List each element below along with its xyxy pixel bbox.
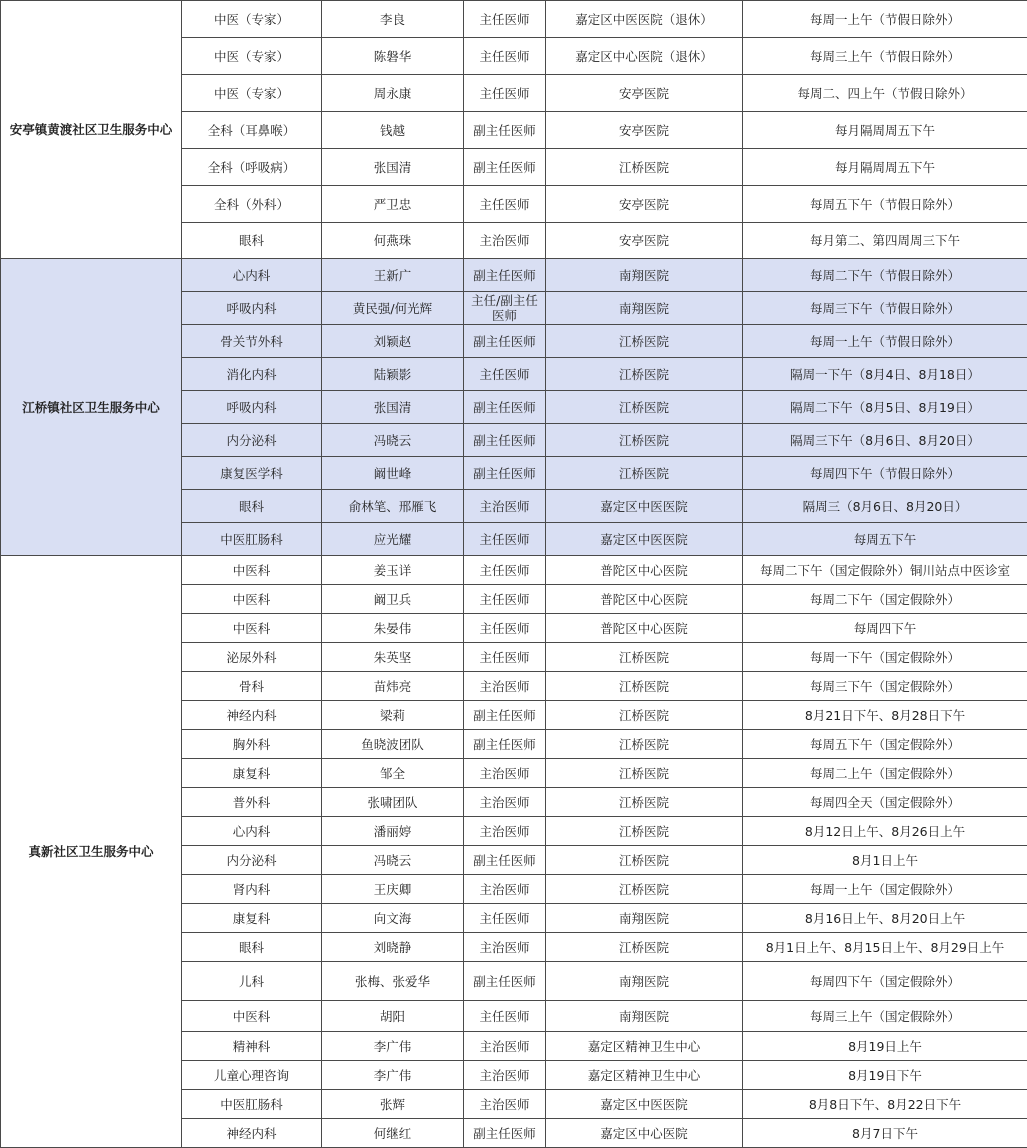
doctor-cell: 邹全 xyxy=(322,759,464,788)
department-cell: 康复科 xyxy=(182,759,322,788)
hospital-cell: 江桥医院 xyxy=(546,672,743,701)
department-cell: 儿童心理咨询 xyxy=(182,1061,322,1090)
title-cell: 主任医师 xyxy=(464,643,546,672)
department-cell: 中医（专家） xyxy=(182,1,322,38)
doctor-cell: 朱晏伟 xyxy=(322,614,464,643)
hospital-cell: 安亭医院 xyxy=(546,75,743,112)
title-cell: 副主任医师 xyxy=(464,701,546,730)
hospital-cell: 嘉定区中医医院（退休） xyxy=(546,1,743,38)
schedule-cell: 每周五下午（节假日除外） xyxy=(743,186,1027,223)
doctor-cell: 刘颖赵 xyxy=(322,325,464,358)
title-cell: 主治医师 xyxy=(464,223,546,259)
schedule-cell: 8月1日上午、8月15日上午、8月29日上午 xyxy=(743,933,1027,962)
table-row xyxy=(1,259,1027,292)
doctor-cell: 陈磐华 xyxy=(322,38,464,75)
hospital-cell: 江桥医院 xyxy=(546,457,743,490)
department-cell: 眼科 xyxy=(182,490,322,523)
schedule-cell: 每周二下午（国定假除外）铜川站点中医诊室 xyxy=(743,556,1027,585)
hospital-cell: 普陀区中心医院 xyxy=(546,585,743,614)
title-cell: 副主任医师 xyxy=(464,112,546,149)
hospital-cell: 安亭医院 xyxy=(546,223,743,259)
title-cell: 副主任医师 xyxy=(464,457,546,490)
hospital-cell: 江桥医院 xyxy=(546,788,743,817)
hospital-cell: 安亭医院 xyxy=(546,112,743,149)
hospital-cell: 南翔医院 xyxy=(546,259,743,292)
hospital-cell: 嘉定区中医医院 xyxy=(546,490,743,523)
doctor-cell: 张啸团队 xyxy=(322,788,464,817)
doctor-cell: 朱英坚 xyxy=(322,643,464,672)
title-cell: 主治医师 xyxy=(464,490,546,523)
hospital-cell: 嘉定区中心医院（退休） xyxy=(546,38,743,75)
schedule-cell: 8月8日下午、8月22日下午 xyxy=(743,1090,1027,1119)
doctor-cell: 阚卫兵 xyxy=(322,585,464,614)
doctor-cell: 李广伟 xyxy=(322,1032,464,1061)
title-cell: 副主任医师 xyxy=(464,962,546,1001)
doctor-cell: 钱越 xyxy=(322,112,464,149)
doctor-cell: 向文海 xyxy=(322,904,464,933)
title-cell: 主任医师 xyxy=(464,585,546,614)
title-cell: 主任/副主任医师 xyxy=(464,292,546,325)
title-cell: 主任医师 xyxy=(464,556,546,585)
schedule-cell: 每周三上午（国定假除外） xyxy=(743,1001,1027,1032)
title-cell: 主治医师 xyxy=(464,1061,546,1090)
title-cell: 副主任医师 xyxy=(464,1119,546,1148)
department-cell: 心内科 xyxy=(182,817,322,846)
title-cell: 主任医师 xyxy=(464,358,546,391)
schedule-cell: 每月第二、第四周周三下午 xyxy=(743,223,1027,259)
title-cell: 主任医师 xyxy=(464,523,546,556)
department-cell: 呼吸内科 xyxy=(182,391,322,424)
hospital-cell: 江桥医院 xyxy=(546,933,743,962)
schedule-cell: 每周二、四上午（节假日除外） xyxy=(743,75,1027,112)
doctor-cell: 黄民强/何光辉 xyxy=(322,292,464,325)
schedule-cell: 每周五下午（国定假除外） xyxy=(743,730,1027,759)
department-cell: 心内科 xyxy=(182,259,322,292)
doctor-cell: 张梅、张爱华 xyxy=(322,962,464,1001)
schedule-cell: 每周四全天（国定假除外） xyxy=(743,788,1027,817)
schedule-cell: 8月19日上午 xyxy=(743,1032,1027,1061)
hospital-cell: 江桥医院 xyxy=(546,358,743,391)
hospital-cell: 江桥医院 xyxy=(546,701,743,730)
department-cell: 胸外科 xyxy=(182,730,322,759)
department-cell: 中医科 xyxy=(182,1001,322,1032)
title-cell: 主任医师 xyxy=(464,1001,546,1032)
title-cell: 副主任医师 xyxy=(464,325,546,358)
doctor-cell: 应光耀 xyxy=(322,523,464,556)
hospital-cell: 江桥医院 xyxy=(546,424,743,457)
schedule-cell: 每周一上午（节假日除外） xyxy=(743,325,1027,358)
doctor-cell: 李良 xyxy=(322,1,464,38)
schedule-cell: 每周五下午 xyxy=(743,523,1027,556)
department-cell: 中医科 xyxy=(182,614,322,643)
doctor-cell: 周永康 xyxy=(322,75,464,112)
hospital-cell: 安亭医院 xyxy=(546,186,743,223)
department-cell: 肾内科 xyxy=(182,875,322,904)
hospital-cell: 江桥医院 xyxy=(546,391,743,424)
center-name-cell: 真新社区卫生服务中心 xyxy=(1,556,182,1148)
title-cell: 主治医师 xyxy=(464,875,546,904)
hospital-cell: 南翔医院 xyxy=(546,292,743,325)
title-cell: 副主任医师 xyxy=(464,391,546,424)
schedule-cell: 8月19日下午 xyxy=(743,1061,1027,1090)
department-cell: 眼科 xyxy=(182,933,322,962)
title-cell: 主治医师 xyxy=(464,672,546,701)
department-cell: 康复医学科 xyxy=(182,457,322,490)
title-cell: 主治医师 xyxy=(464,1090,546,1119)
schedule-cell: 隔周一下午（8月4日、8月18日） xyxy=(743,358,1027,391)
hospital-cell: 江桥医院 xyxy=(546,149,743,186)
department-cell: 全科（外科） xyxy=(182,186,322,223)
title-cell: 主任医师 xyxy=(464,904,546,933)
department-cell: 中医科 xyxy=(182,556,322,585)
schedule-cell: 每周四下午（国定假除外） xyxy=(743,962,1027,1001)
schedule-cell: 每周四下午 xyxy=(743,614,1027,643)
department-cell: 中医（专家） xyxy=(182,38,322,75)
schedule-cell: 每周二下午（节假日除外） xyxy=(743,259,1027,292)
hospital-cell: 嘉定区精神卫生中心 xyxy=(546,1032,743,1061)
doctor-cell: 俞林笔、邢雁飞 xyxy=(322,490,464,523)
hospital-cell: 嘉定区中心医院 xyxy=(546,1119,743,1148)
title-cell: 副主任医师 xyxy=(464,730,546,759)
hospital-cell: 嘉定区中医医院 xyxy=(546,1090,743,1119)
schedule-cell: 每周二下午（国定假除外） xyxy=(743,585,1027,614)
doctor-cell: 何继红 xyxy=(322,1119,464,1148)
title-cell: 主任医师 xyxy=(464,75,546,112)
title-cell: 主治医师 xyxy=(464,817,546,846)
department-cell: 中医肛肠科 xyxy=(182,1090,322,1119)
title-cell: 主任医师 xyxy=(464,614,546,643)
doctor-cell: 阚世峰 xyxy=(322,457,464,490)
department-cell: 中医（专家） xyxy=(182,75,322,112)
department-cell: 骨关节外科 xyxy=(182,325,322,358)
doctor-cell: 王新广 xyxy=(322,259,464,292)
schedule-cell: 每周一上午（国定假除外） xyxy=(743,875,1027,904)
department-cell: 中医肛肠科 xyxy=(182,523,322,556)
schedule-cell: 隔周三（8月6日、8月20日） xyxy=(743,490,1027,523)
doctor-cell: 潘丽婷 xyxy=(322,817,464,846)
department-cell: 泌尿外科 xyxy=(182,643,322,672)
schedule-cell: 8月7日下午 xyxy=(743,1119,1027,1148)
department-cell: 眼科 xyxy=(182,223,322,259)
schedule-cell: 每周二上午（国定假除外） xyxy=(743,759,1027,788)
schedule-cell: 每周一上午（节假日除外） xyxy=(743,1,1027,38)
doctor-cell: 何燕珠 xyxy=(322,223,464,259)
hospital-cell: 嘉定区精神卫生中心 xyxy=(546,1061,743,1090)
doctor-cell: 姜玉详 xyxy=(322,556,464,585)
schedule-cell: 每周三下午（节假日除外） xyxy=(743,292,1027,325)
department-cell: 全科（耳鼻喉） xyxy=(182,112,322,149)
doctor-cell: 李广伟 xyxy=(322,1061,464,1090)
title-cell: 主任医师 xyxy=(464,38,546,75)
title-cell: 主任医师 xyxy=(464,1,546,38)
doctor-cell: 冯晓云 xyxy=(322,424,464,457)
hospital-cell: 普陀区中心医院 xyxy=(546,556,743,585)
doctor-cell: 刘晓静 xyxy=(322,933,464,962)
department-cell: 中医科 xyxy=(182,585,322,614)
table-row xyxy=(1,1,1027,38)
doctor-cell: 胡阳 xyxy=(322,1001,464,1032)
schedule-cell: 每周四下午（节假日除外） xyxy=(743,457,1027,490)
schedule-cell: 8月21日下午、8月28日下午 xyxy=(743,701,1027,730)
schedule-cell: 8月12日上午、8月26日上午 xyxy=(743,817,1027,846)
hospital-cell: 江桥医院 xyxy=(546,759,743,788)
hospital-cell: 南翔医院 xyxy=(546,962,743,1001)
department-cell: 消化内科 xyxy=(182,358,322,391)
schedule-cell: 每周三下午（国定假除外） xyxy=(743,672,1027,701)
center-name-cell: 安亭镇黄渡社区卫生服务中心 xyxy=(1,1,182,259)
department-cell: 康复科 xyxy=(182,904,322,933)
title-cell: 主治医师 xyxy=(464,759,546,788)
doctor-cell: 张国清 xyxy=(322,149,464,186)
department-cell: 普外科 xyxy=(182,788,322,817)
hospital-cell: 江桥医院 xyxy=(546,875,743,904)
department-cell: 全科（呼吸病） xyxy=(182,149,322,186)
hospital-cell: 江桥医院 xyxy=(546,325,743,358)
department-cell: 儿科 xyxy=(182,962,322,1001)
department-cell: 精神科 xyxy=(182,1032,322,1061)
hospital-cell: 江桥医院 xyxy=(546,643,743,672)
center-name-cell: 江桥镇社区卫生服务中心 xyxy=(1,259,182,556)
department-cell: 神经内科 xyxy=(182,701,322,730)
doctor-cell: 严卫忠 xyxy=(322,186,464,223)
title-cell: 副主任医师 xyxy=(464,259,546,292)
schedule-table-body xyxy=(1,1,1027,1148)
title-cell: 主治医师 xyxy=(464,788,546,817)
department-cell: 呼吸内科 xyxy=(182,292,322,325)
hospital-cell: 南翔医院 xyxy=(546,904,743,933)
title-cell: 副主任医师 xyxy=(464,424,546,457)
doctor-cell: 陆颖影 xyxy=(322,358,464,391)
schedule-cell: 隔周三下午（8月6日、8月20日） xyxy=(743,424,1027,457)
title-cell: 主治医师 xyxy=(464,933,546,962)
schedule-cell: 8月1日上午 xyxy=(743,846,1027,875)
title-cell: 副主任医师 xyxy=(464,149,546,186)
hospital-cell: 嘉定区中医医院 xyxy=(546,523,743,556)
hospital-cell: 普陀区中心医院 xyxy=(546,614,743,643)
schedule-cell: 8月16日上午、8月20日上午 xyxy=(743,904,1027,933)
title-cell: 主治医师 xyxy=(464,1032,546,1061)
department-cell: 内分泌科 xyxy=(182,424,322,457)
department-cell: 骨科 xyxy=(182,672,322,701)
doctor-cell: 冯晓云 xyxy=(322,846,464,875)
department-cell: 内分泌科 xyxy=(182,846,322,875)
hospital-cell: 江桥医院 xyxy=(546,846,743,875)
doctor-cell: 鱼晓波团队 xyxy=(322,730,464,759)
title-cell: 主任医师 xyxy=(464,186,546,223)
hospital-cell: 南翔医院 xyxy=(546,1001,743,1032)
table-row xyxy=(1,556,1027,585)
department-cell: 神经内科 xyxy=(182,1119,322,1148)
doctor-cell: 张辉 xyxy=(322,1090,464,1119)
schedule-cell: 每月隔周周五下午 xyxy=(743,112,1027,149)
schedule-cell: 每月隔周周五下午 xyxy=(743,149,1027,186)
doctor-cell: 梁莉 xyxy=(322,701,464,730)
doctor-cell: 苗炜亮 xyxy=(322,672,464,701)
hospital-cell: 江桥医院 xyxy=(546,730,743,759)
hospital-cell: 江桥医院 xyxy=(546,817,743,846)
doctor-cell: 张国清 xyxy=(322,391,464,424)
doctor-cell: 王庆卿 xyxy=(322,875,464,904)
schedule-cell: 隔周二下午（8月5日、8月19日） xyxy=(743,391,1027,424)
schedule-cell: 每周一下午（国定假除外） xyxy=(743,643,1027,672)
title-cell: 副主任医师 xyxy=(464,846,546,875)
schedule-cell: 每周三上午（节假日除外） xyxy=(743,38,1027,75)
